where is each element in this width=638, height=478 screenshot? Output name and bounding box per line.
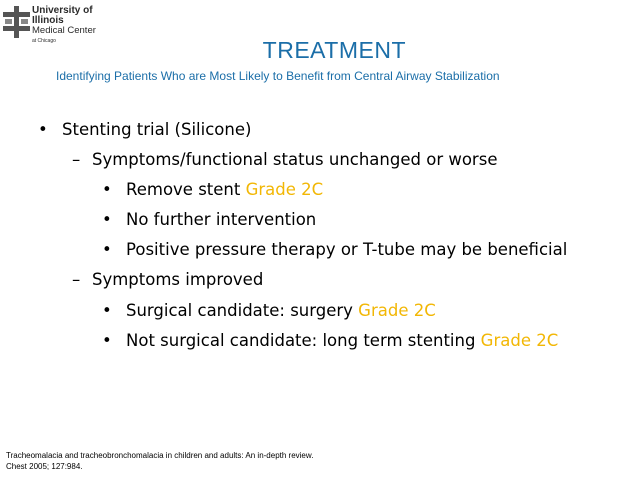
logo-line-4: at Chicago: [32, 38, 56, 44]
bullet-marker: •: [102, 180, 112, 199]
logo-line-1: University of: [32, 5, 93, 16]
citation-line-1: Tracheomalacia and tracheobronchomalacia in children and adults: An in-depth review.: [6, 451, 314, 460]
bullet-remove-stent: [102, 180, 323, 199]
bullet-stenting-trial: [38, 120, 251, 139]
logo-line-3: Medical Center: [32, 25, 96, 36]
grade-label: Grade 2C: [480, 331, 559, 350]
subitem-text: Symptoms improved: [92, 270, 264, 289]
bullet-text: Stenting trial (Silicone): [62, 120, 252, 139]
bullet-surgical-candidate: [102, 301, 436, 320]
bullet-text: Positive pressure therapy or T-tube may be beneficial: [126, 240, 568, 259]
bullet-marker: •: [102, 210, 112, 229]
bullet-no-further-intervention: [102, 210, 316, 229]
subitem-symptoms-improved: [72, 270, 263, 289]
grade-label: Grade 2C: [358, 301, 436, 320]
slide-title: TREATMENT: [262, 37, 406, 63]
slide-subtitle: Identifying Patients Who are Most Likely to Benefit from Central Airway Stabilization: [56, 69, 500, 83]
logo-mark-icon: [2, 4, 32, 40]
citation-line-2: Chest 2005; 127:984.: [6, 462, 83, 471]
subitem-text: Symptoms/functional status unchanged or worse: [92, 150, 498, 169]
bullet-marker: •: [102, 331, 112, 350]
bullet-not-surgical-candidate: [102, 331, 558, 350]
dash-marker: –: [72, 270, 81, 289]
dash-marker: –: [72, 150, 81, 169]
grade-label: Grade 2C: [245, 180, 324, 199]
bullet-marker: •: [102, 240, 112, 259]
logo-line-2: Illinois: [32, 15, 64, 26]
bullet-text: Remove stent: [126, 180, 246, 199]
citation-footer: [6, 450, 313, 472]
subitem-unchanged-or-worse: [72, 150, 497, 169]
bullet-positive-pressure: [102, 240, 567, 259]
bullet-text: Surgical candidate: surgery: [126, 301, 359, 320]
bullet-marker: •: [38, 120, 48, 139]
bullet-marker: •: [102, 301, 112, 320]
bullet-text: Not surgical candidate: long term stenting: [126, 331, 481, 350]
bullet-text: No further intervention: [126, 210, 317, 229]
